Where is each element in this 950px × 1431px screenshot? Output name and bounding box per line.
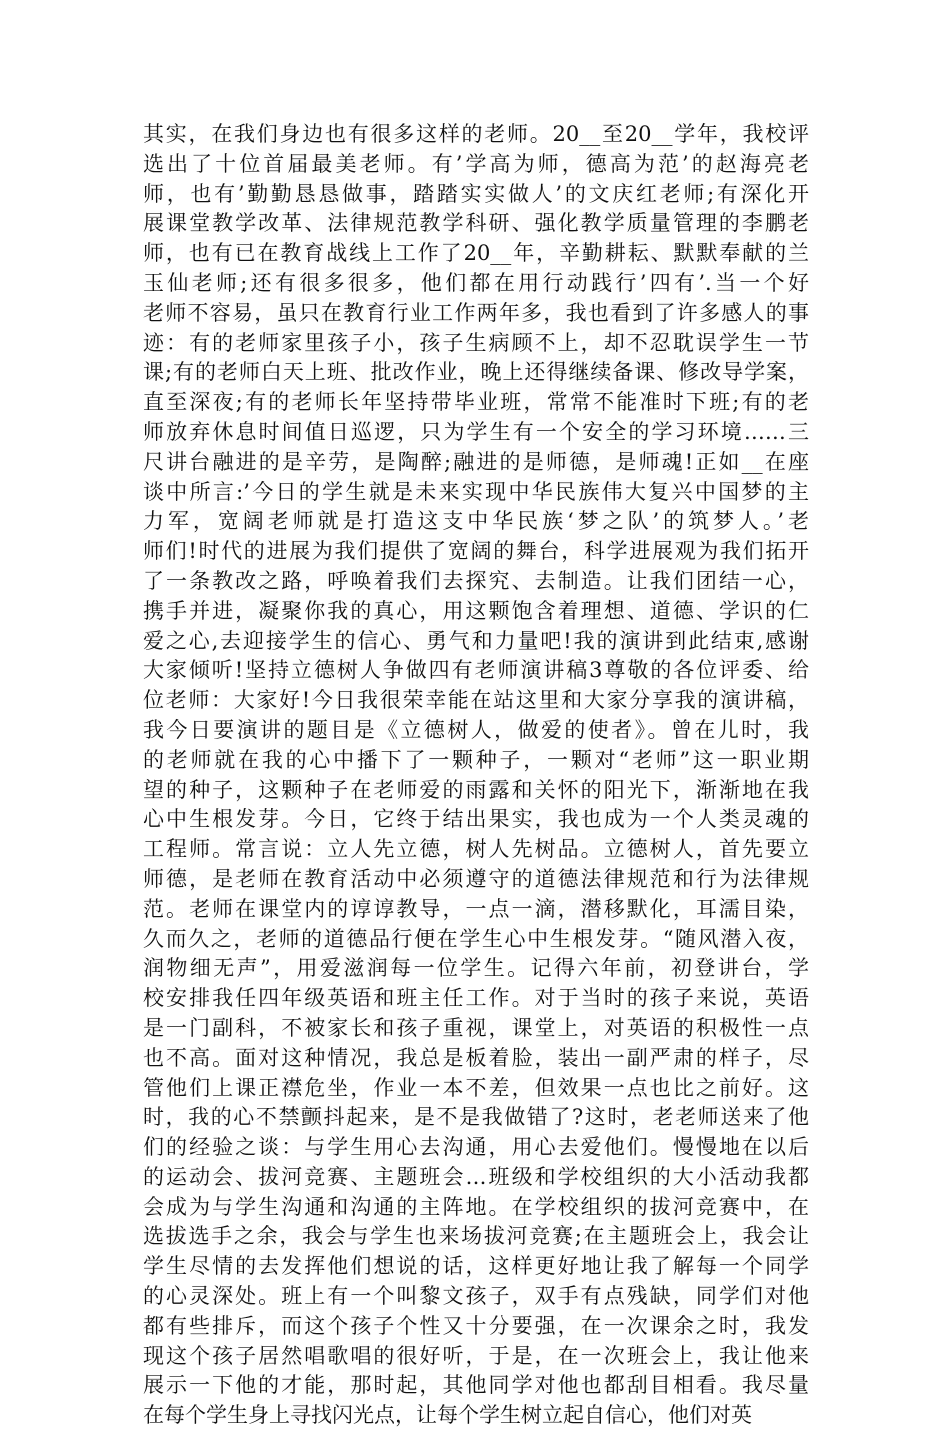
text-line-28: 久而久之，老师的道德品行便在学生心中生根发芽。“随风潜入夜， xyxy=(143,926,809,951)
text-line-20: 位老师：大家好!今日我很荣幸能在站这里和大家分享我的演讲稿， xyxy=(143,688,809,713)
text-line-27: 范。老师在课堂内的谆谆教导，一点一滴，潜移默化，耳濡目染， xyxy=(143,896,809,921)
text-line-15: 师们!时代的进展为我们提供了宽阔的舞台，科学进展观为我们拓开 xyxy=(143,539,809,564)
text-line-33: 管他们上课正襟危坐，作业一本不差，但效果一点也比之前好。这 xyxy=(143,1075,809,1100)
text-line-31: 是一门副科，不被家长和孩子重视，课堂上，对英语的积极性一点 xyxy=(143,1015,809,1040)
text-line-23: 望的种子，这颗种子在老师爱的雨露和关怀的阳光下，渐渐地在我 xyxy=(143,777,809,802)
text-line-8: 迹：有的老师家里孩子小，孩子生病顾不上，却不忍耽误学生一节 xyxy=(143,330,809,355)
text-line-14: 力军，宽阔老师就是打造这支中华民族‘梦之队’的筑梦人。’老 xyxy=(143,509,809,534)
text-line-17: 携手并进，凝聚你我的真心，用这颗饱含着理想、道德、学识的仁 xyxy=(143,598,809,623)
text-line-30: 校安排我任四年级英语和班主任工作。对于当时的孩子来说，英语 xyxy=(143,986,809,1011)
text-line-19: 大家倾听!坚持立德树人争做四有老师演讲稿3尊敬的各位评委、给 xyxy=(143,658,809,683)
text-line-41: 都有些排斥，而这个孩子个性又十分要强，在一次课余之时，我发 xyxy=(143,1313,809,1338)
text-line-1: 其实，在我们身边也有很多这样的老师。20__至20__学年，我校评 xyxy=(143,122,809,146)
text-line-18: 爱之心,去迎接学生的信心、勇气和力量吧!我的演讲到此结束,感谢 xyxy=(143,628,809,653)
text-line-26: 师德，是老师在教育活动中必须遵守的道德法律规范和行为法律规 xyxy=(143,866,809,891)
text-line-44: 在每个学生身上寻找闪光点，让每个学生树立起自信心，他们对英 xyxy=(143,1403,752,1428)
text-line-16: 了一条教改之路，呼唤着我们去探究、去制造。让我们团结一心， xyxy=(143,568,809,593)
text-line-32: 也不高。面对这种情况，我总是板着脸，装出一副严肃的样子，尽 xyxy=(143,1045,809,1070)
text-line-29: 润物细无声”，用爱滋润每一位学生。记得六年前，初登讲台，学 xyxy=(143,956,809,981)
text-line-42: 现这个孩子居然唱歌唱的很好听，于是，在一次班会上，我让他来 xyxy=(143,1343,809,1368)
text-line-37: 会成为与学生沟通和沟通的主阵地。在学校组织的拔河竞赛中，在 xyxy=(143,1194,809,1219)
text-line-38: 选拔选手之余，我会与学生也来场拔河竞赛;在主题班会上，我会让 xyxy=(143,1224,809,1249)
text-line-22: 的老师就在我的心中播下了一颗种子，一颗对“老师”这一职业期 xyxy=(143,747,809,772)
text-line-35: 们的经验之谈：与学生用心去沟通，用心去爱他们。慢慢地在以后 xyxy=(143,1135,809,1160)
text-line-13: 谈中所言:’今日的学生就是未来实现中华民族伟大复兴中国梦的主 xyxy=(143,479,809,504)
text-line-36: 的运动会、拔河竞赛、主题班会…班级和学校组织的大小活动我都 xyxy=(143,1164,809,1189)
text-line-12: 尺讲台融进的是辛劳，是陶醉;融进的是师德，是师魂!正如__在座 xyxy=(143,449,809,474)
text-line-39: 学生尽情的去发挥他们想说的话，这样更好地让我了解每一个同学 xyxy=(143,1254,809,1279)
text-line-11: 师放弃休息时间值日巡逻，只为学生有一个安全的学习环境……三 xyxy=(143,419,809,444)
text-line-24: 心中生根发芽。今日，它终于结出果实，我也成为一个人类灵魂的 xyxy=(143,807,809,832)
text-line-9: 课;有的老师白天上班、批改作业，晚上还得继续备课、修改导学案， xyxy=(143,360,809,385)
text-line-10: 直至深夜;有的老师长年坚持带毕业班，常常不能准时下班;有的老 xyxy=(143,390,809,415)
text-line-3: 师，也有’勤勤恳恳做事，踏踏实实做人’的文庆红老师;有深化开 xyxy=(143,181,809,206)
text-line-2: 选出了十位首届最美老师。有’学高为师，德高为范’的赵海亮老 xyxy=(143,151,809,176)
text-line-34: 时，我的心不禁颤抖起来，是不是我做错了?这时，老老师送来了他 xyxy=(143,1105,809,1130)
text-line-40: 的心灵深处。班上有一个叫黎文孩子，双手有点残缺，同学们对他 xyxy=(143,1284,809,1309)
text-line-7: 老师不容易，虽只在教育行业工作两年多，我也看到了许多感人的事 xyxy=(143,300,809,325)
text-line-4: 展课堂教学改革、法律规范教学科研、强化教学质量管理的李鹏老 xyxy=(143,211,809,236)
text-line-43: 展示一下他的才能，那时起，其他同学对他也都刮目相看。我尽量 xyxy=(143,1373,809,1398)
text-line-25: 工程师。常言说：立人先立德，树人先树品。立德树人，首先要立 xyxy=(143,837,809,862)
text-line-21: 我今日要演讲的题目是《立德树人，做爱的使者》。曾在儿时，我 xyxy=(143,717,809,742)
speech-body-text xyxy=(143,120,809,1431)
text-line-5: 师，也有已在教育战线上工作了20__年，辛勤耕耘、默默奉献的兰 xyxy=(143,241,809,266)
text-line-6: 玉仙老师;还有很多很多，他们都在用行动践行’四有’.当一个好 xyxy=(143,270,809,295)
